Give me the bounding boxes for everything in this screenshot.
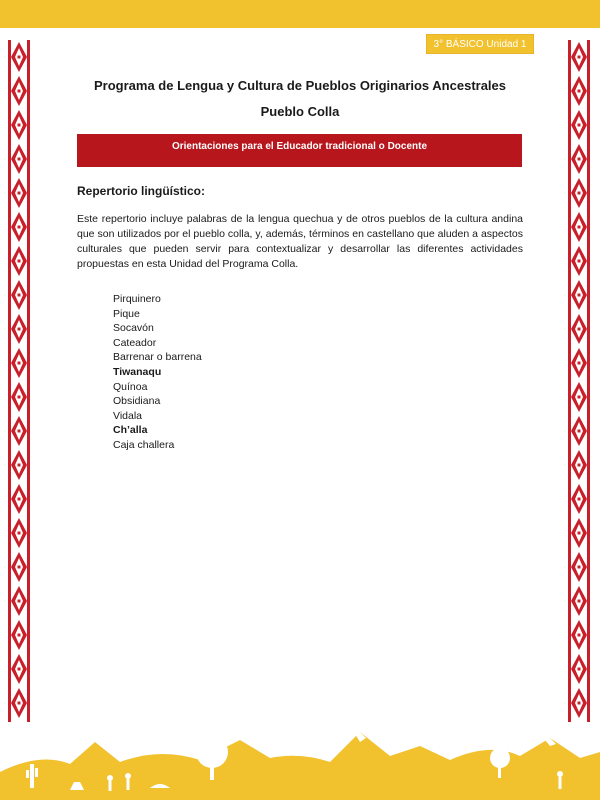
unit-tag: 3° BÁSICO Unidad 1	[426, 34, 534, 54]
word-list-item: Pique	[113, 307, 140, 320]
word-list	[113, 292, 202, 453]
right-woven-border	[568, 40, 590, 722]
word-list-item: Caja challera	[113, 438, 175, 451]
word-list-item: Vidala	[113, 409, 142, 422]
document-title: Programa de Lengua y Cultura de Pueblos Originarios Ancestrales	[93, 78, 507, 93]
intro-paragraph: Este repertorio incluye palabras de la lengua quechua y de otros pueblos de la cultura andina que son utilizados por el pueblo colla, y, además, términos en castellano que aluden a aspectos culturales que pueden servir para contextualizar y desarrollar las diferentes actividades propuestas en esta Unidad del Programa Colla.	[77, 213, 523, 270]
left-woven-border	[8, 40, 30, 722]
word-list-item: Barrenar o barrena	[113, 351, 202, 364]
section-heading: Repertorio lingüístico:	[77, 184, 206, 198]
word-list-item: Socavón	[113, 322, 154, 335]
word-list-item: Pirquinero	[113, 293, 161, 305]
word-list-item: Ch’alla	[113, 424, 148, 437]
word-list-item: Cateador	[113, 336, 157, 349]
educator-banner: Orientaciones para el Educador tradicional o Docente	[77, 134, 522, 167]
top-yellow-band	[0, 0, 600, 28]
word-list-item: Obsidiana	[113, 395, 161, 408]
landscape-footer-illustration	[0, 712, 600, 800]
word-list-item: Quínoa	[113, 380, 148, 393]
word-list-item: Tiwanaqu	[113, 365, 162, 378]
document-subtitle: Pueblo Colla	[260, 104, 340, 119]
